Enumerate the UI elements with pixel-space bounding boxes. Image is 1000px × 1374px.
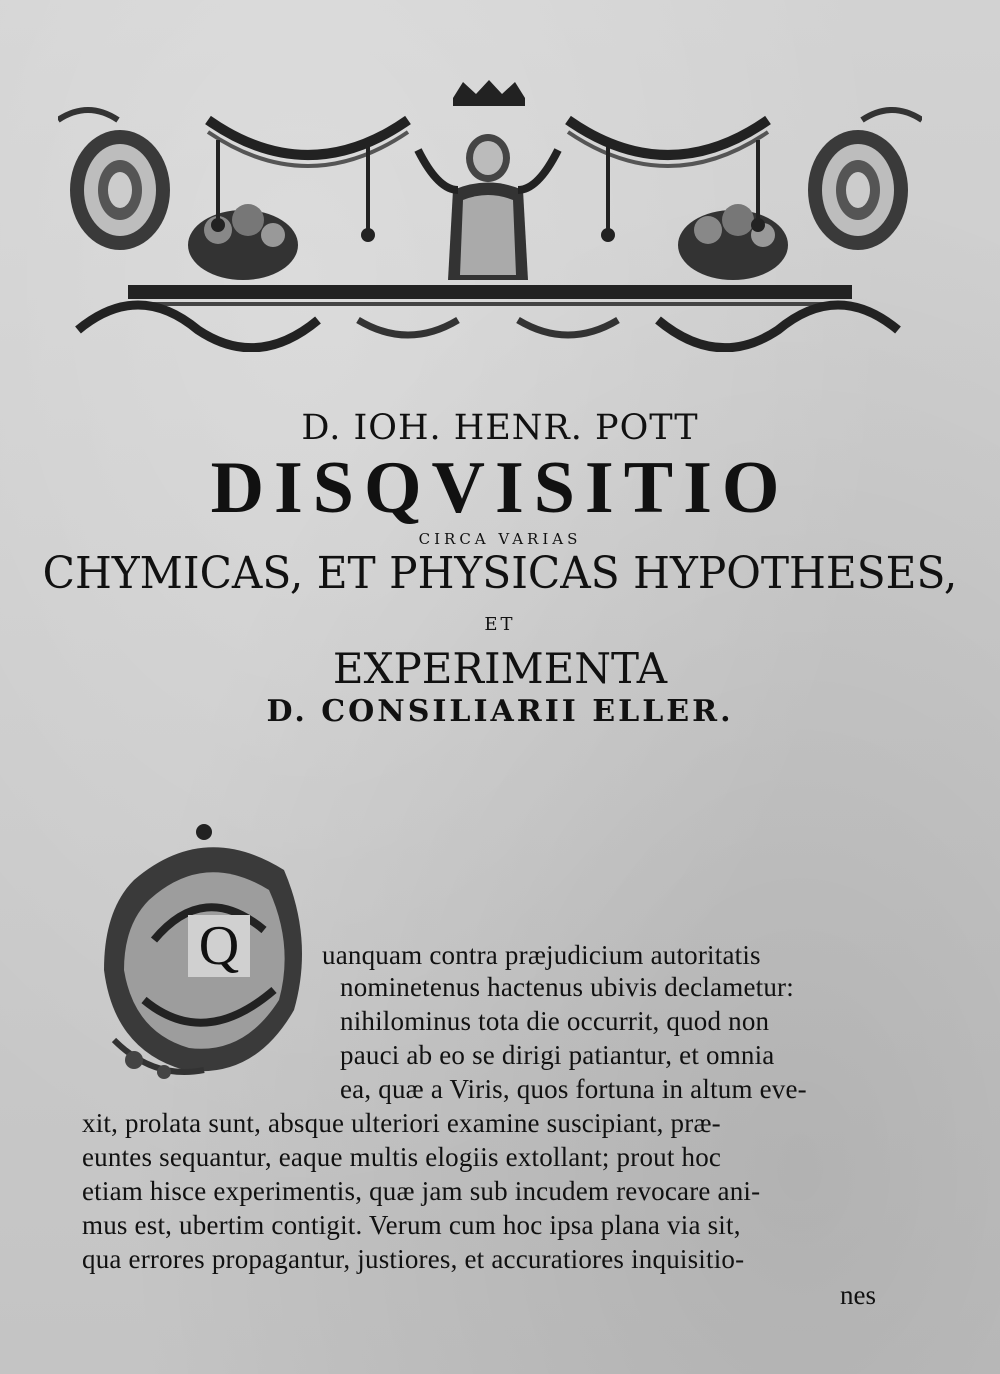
cherub-figure-icon (418, 134, 558, 280)
main-title: DISQVISITIO (210, 447, 790, 529)
right-medallion-icon (808, 130, 908, 250)
consiliarii-line: D. CONSILIARII ELLER. (266, 694, 734, 729)
subtitle-line: CHYMICAS, ET PHYSICAS HYPOTHESES, (42, 548, 958, 599)
circa-line: CIRCA VARIAS (418, 530, 582, 548)
et-line: ET (484, 614, 516, 635)
text-line: etiam hisce experimentis, quæ jam sub incudem revocare ani- (82, 1176, 761, 1206)
text-line: nominetenus hactenus ubivis declametur: (340, 972, 794, 1002)
text-line: ea, quæ a Viris, quos fortuna in altum eve- (340, 1074, 807, 1104)
right-flower-basket-icon (678, 204, 788, 280)
left-flower-basket-icon (188, 204, 298, 280)
initial-letter: Q (188, 915, 250, 977)
experimenta-line: EXPERIMENTA (332, 644, 668, 693)
author-line: D. IOH. HENR. POTT (301, 408, 699, 448)
catchword: nes (840, 1280, 876, 1310)
text-line: xit, prolata sunt, absque ulteriori examine suscipiant, præ- (82, 1108, 721, 1138)
text-line: uanquam contra præjudicium autoritatis (322, 940, 761, 970)
text-line: mus est, ubertim contigit. Verum cum hoc ipsa plana via sit, (82, 1210, 741, 1240)
left-medallion-icon (70, 130, 170, 250)
ornamental-headpiece (58, 80, 922, 352)
text-line: nihilominus tota die occurrit, quod non (340, 1006, 770, 1036)
text-line: euntes sequantur, eaque multis elogiis extollant; prout hoc (82, 1142, 722, 1172)
text-line: qua errores propagantur, justiores, et accuratiores inquisitio- (82, 1244, 745, 1274)
text-line: pauci ab eo se dirigi patiantur, et omnia (340, 1040, 775, 1070)
